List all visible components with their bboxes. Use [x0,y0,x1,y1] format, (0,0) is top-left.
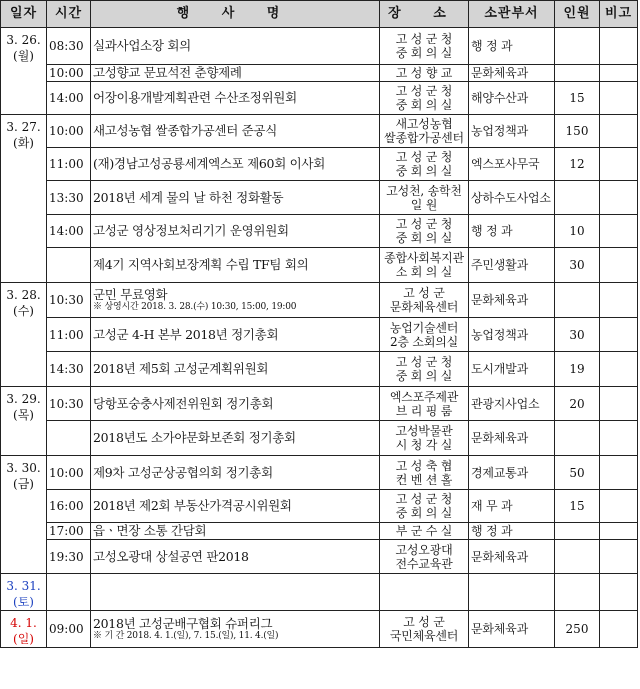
remark-cell [600,283,638,318]
time-cell: 13:30 [47,181,91,215]
time-cell: 19:30 [47,540,91,574]
weekday-text: (일) [13,632,34,646]
remark-cell [600,65,638,82]
table-row [1,248,638,283]
date-cell [1,283,47,387]
event-cell [91,490,380,523]
event-name: 실과사업소장 회의 [93,38,191,53]
event-cell [91,215,380,248]
place-cell [380,421,469,456]
place-line-2: 2층 소회의실 [389,334,458,349]
event-cell [91,387,380,421]
event-cell [91,318,380,352]
place-cell [380,215,469,248]
event-name: 당항포숭충사제전위원회 정기총회 [93,395,274,411]
place-cell [380,248,469,283]
place-line-2: 문화체육센터 [389,300,459,314]
event-cell [91,148,380,181]
event-cell [91,28,380,65]
place-line-2: 컨 벤 션 홀 [395,472,453,487]
table-row [1,540,638,574]
event-cell [91,611,380,648]
remark-cell [600,352,638,387]
dept-cell: 문화체육과 [469,611,555,648]
remark-cell [600,421,638,456]
remark-cell [600,215,638,248]
time-cell: 08:30 [47,28,91,65]
place-line-2: 소 회 의 실 [395,265,453,279]
header-time: 시간 [47,1,91,28]
place-cell [380,611,469,648]
time-cell: 10:00 [47,456,91,490]
remark-cell [600,82,638,115]
remark-cell [600,28,638,65]
event-note: ※ 기 간 2018. 4. 1.(일), 7. 15.(일), 11. 4.(일) [93,630,279,641]
people-cell [555,181,600,215]
place-line-1: 종합사회복지관 [384,251,464,265]
place-line-2: 중 회 의 실 [395,98,453,112]
remark-cell [600,456,638,490]
event-name: 고성향교 문묘석전 춘향제례 [93,65,242,80]
dept-cell: 행 정 과 [469,215,555,248]
place-line-2: 일 원 [410,197,438,212]
place-line-2: 중 회 의 실 [395,46,453,60]
remark-cell [600,248,638,283]
weekday-text: (목) [13,408,34,422]
time-cell: 09:00 [47,611,91,648]
remark-cell [600,523,638,540]
event-name: 제4기 지역사회보장계획 수립 TF팀 회의 [93,257,309,272]
dept-cell: 문화체육과 [469,421,555,456]
table-row [1,490,638,523]
event-name: 2018년 세계 물의 날 하천 정화활동 [93,189,284,205]
place-line-1: 고성천, 송학천 [386,183,462,198]
place-line-1: 엑스포주제관 [389,389,459,404]
place-cell [380,283,469,318]
remark-cell [600,387,638,421]
date-cell [1,115,47,283]
place-line-2: 중 회 의 실 [395,506,453,520]
time-cell [47,421,91,456]
event-cell [91,574,380,611]
event-cell [91,421,380,456]
date-cell [1,611,47,648]
dept-cell: 주민생활과 [469,248,555,283]
place-line-2: 시 청 각 실 [395,438,453,452]
table-row [1,28,638,65]
header-date: 일자 [1,1,47,28]
dept-cell: 농업정책과 [469,115,555,148]
header-dept: 소관부서 [469,1,555,28]
people-cell: 10 [555,215,600,248]
table-row [1,611,638,648]
place-cell [380,523,469,540]
header-event: 행 사 명 [91,1,380,28]
dept-cell: 농업정책과 [469,318,555,352]
table-row [1,523,638,540]
time-cell: 11:00 [47,318,91,352]
time-cell: 10:00 [47,65,91,82]
remark-cell [600,318,638,352]
remark-cell [600,115,638,148]
event-cell [91,82,380,115]
place-cell [380,148,469,181]
people-cell: 30 [555,318,600,352]
place-cell [380,181,469,215]
place-line-1: 고 성 군 청 [395,84,453,98]
dept-cell [469,574,555,611]
time-cell: 17:00 [47,523,91,540]
dept-cell: 문화체육과 [469,65,555,82]
date-cell [1,574,47,611]
date-cell [1,28,47,115]
time-cell [47,248,91,283]
place-line-2: 중 회 의 실 [395,164,453,178]
place-line-1: 고 성 향 교 [395,66,453,80]
schedule-body [1,28,638,648]
people-cell [555,65,600,82]
table-row [1,115,638,148]
date-text: 3. 26. [6,33,41,47]
event-name: 고성오광대 상설공연 판2018 [93,548,249,564]
time-cell: 10:00 [47,115,91,148]
dept-cell: 도시개발과 [469,352,555,387]
people-cell [555,540,600,574]
event-name: (재)경남고성공룡세계엑스포 제60회 이사회 [93,156,325,171]
weekday-text: (금) [13,477,34,491]
time-cell: 10:30 [47,387,91,421]
header-people: 인원 [555,1,600,28]
people-cell [555,523,600,540]
place-line-1: 고 성 군 청 [395,150,453,164]
place-line-1: 농업기술센터 [389,320,459,335]
event-cell [91,456,380,490]
people-cell: 15 [555,82,600,115]
event-name: 어장이용개발계획관련 수산조정위원회 [93,90,297,105]
date-text: 3. 28. [6,288,41,302]
dept-cell: 재 무 과 [469,490,555,523]
date-cell [1,456,47,574]
weekday-text: (월) [13,49,34,63]
remark-cell [600,181,638,215]
place-line-1: 고 성 군 청 [395,217,453,231]
weekday-text: (화) [13,136,34,150]
table-row [1,456,638,490]
place-line-1: 고 성 군 청 [395,355,453,369]
event-cell [91,181,380,215]
time-cell: 14:30 [47,352,91,387]
people-cell [555,574,600,611]
event-cell [91,283,380,318]
place-line-2: 전수교육관 [395,556,453,571]
event-name: 고성군 4-H 본부 2018년 정기총회 [93,326,279,342]
event-cell [91,540,380,574]
place-cell [380,65,469,82]
dept-cell: 경제교통과 [469,456,555,490]
date-text: 3. 30. [6,461,41,475]
place-line-2: 브 리 핑 룸 [395,403,453,418]
place-line-1: 고성오광대 [395,542,453,557]
table-row [1,82,638,115]
event-name: 2018년 제2회 부동산가격공시위원회 [93,498,292,513]
event-name: 2018년도 소가야문화보존회 정기총회 [93,430,296,445]
event-cell [91,115,380,148]
place-cell [380,28,469,65]
table-row [1,283,638,318]
place-cell [380,352,469,387]
header-row [1,1,638,28]
people-cell [555,28,600,65]
place-cell [380,540,469,574]
event-name: 읍ㆍ면장 소통 간담회 [93,523,207,538]
place-line-1: 고 성 축 협 [395,458,453,473]
table-row [1,574,638,611]
weekday-text: (수) [13,304,34,318]
people-cell: 20 [555,387,600,421]
dept-cell: 해양수산과 [469,82,555,115]
people-cell: 50 [555,456,600,490]
event-cell [91,65,380,82]
event-name: 군민 무료영화 [93,286,168,302]
remark-cell [600,574,638,611]
table-row [1,318,638,352]
time-cell: 11:00 [47,148,91,181]
people-cell: 12 [555,148,600,181]
time-cell [47,574,91,611]
date-text: 3. 29. [6,392,41,406]
event-cell [91,352,380,387]
place-cell [380,318,469,352]
header-remark: 비고 [600,1,638,28]
people-cell: 250 [555,611,600,648]
remark-cell [600,611,638,648]
event-cell [91,248,380,283]
people-cell: 150 [555,115,600,148]
place-line-2: 중 회 의 실 [395,231,453,245]
remark-cell [600,540,638,574]
event-name: 제9차 고성군상공협의회 정기총회 [93,464,273,480]
date-text: 4. 1. [10,616,37,630]
remark-cell [600,490,638,523]
remark-cell [600,148,638,181]
place-cell [380,115,469,148]
table-row [1,352,638,387]
table-row [1,421,638,456]
time-cell: 14:00 [47,82,91,115]
place-cell [380,490,469,523]
event-name: 2018년 제5회 고성군계획위원회 [93,361,269,376]
place-line-1: 고 성 군 [403,615,445,629]
place-line-1: 부 군 수 실 [395,524,453,538]
event-cell [91,523,380,540]
place-cell [380,574,469,611]
place-cell [380,456,469,490]
place-line-2: 쌀종합가공센터 [384,131,464,145]
date-text: 3. 31. [6,579,41,593]
place-line-1: 고 성 군 [403,286,445,300]
event-name: 2018년 고성군배구협회 슈퍼리그 [93,615,273,631]
people-cell [555,421,600,456]
people-cell [555,283,600,318]
place-cell [380,387,469,421]
place-cell [380,82,469,115]
time-cell: 14:00 [47,215,91,248]
place-line-1: 고 성 군 청 [395,492,453,506]
table-row [1,181,638,215]
place-line-1: 고 성 군 청 [395,32,453,46]
time-cell: 10:30 [47,283,91,318]
place-line-2: 국민체육센터 [389,629,459,643]
event-name: 새고성농협 쌀종합가공센터 준공식 [93,123,277,138]
event-note: ※ 상영시간 2018. 3. 28.(수) 10:30, 15:00, 19:00 [93,301,297,312]
table-row [1,387,638,421]
dept-cell: 행 정 과 [469,28,555,65]
place-line-1: 고성박물관 [395,424,453,438]
people-cell: 19 [555,352,600,387]
date-cell [1,387,47,456]
dept-cell: 상하수도사업소 [469,181,555,215]
dept-cell: 관광지사업소 [469,387,555,421]
table-row [1,65,638,82]
place-line-1: 새고성농협 [395,117,453,131]
dept-cell: 엑스포사무국 [469,148,555,181]
place-line-2: 중 회 의 실 [395,369,453,383]
date-text: 3. 27. [6,120,41,134]
dept-cell: 문화체육과 [469,283,555,318]
weekday-text: (토) [13,595,34,609]
people-cell: 30 [555,248,600,283]
dept-cell: 문화체육과 [469,540,555,574]
table-row [1,215,638,248]
table-row [1,148,638,181]
time-cell: 16:00 [47,490,91,523]
event-name: 고성군 영상정보처리기기 운영위원회 [93,223,289,238]
header-place: 장 소 [380,1,469,28]
dept-cell: 행 정 과 [469,523,555,540]
people-cell: 15 [555,490,600,523]
